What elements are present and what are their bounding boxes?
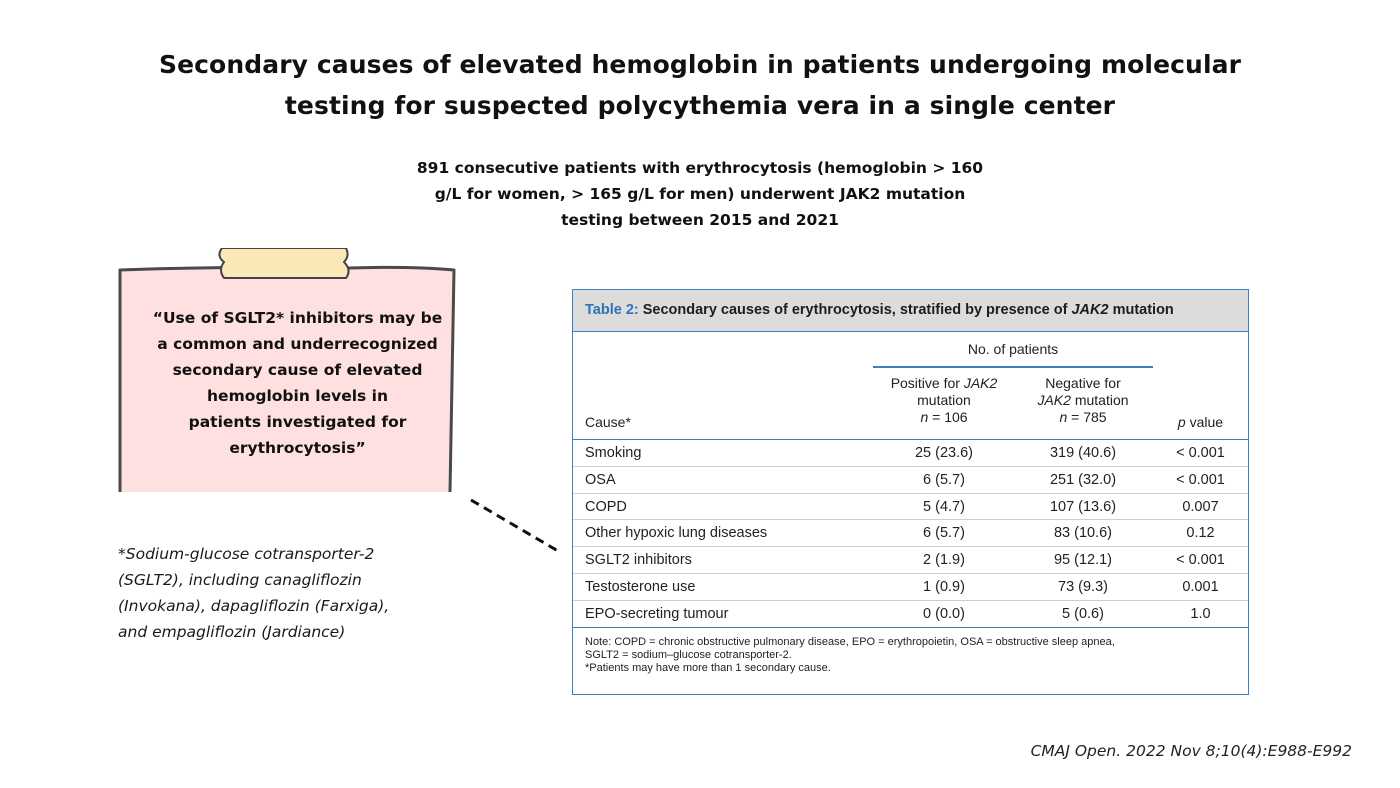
cell-p-value: < 0.001 <box>1176 471 1225 488</box>
cell-negative: 107 (13.6) <box>1049 498 1117 515</box>
table-caption-text: Secondary causes of erythrocytosis, stratified by presence of <box>642 302 1068 318</box>
table-body <box>573 440 1248 628</box>
results-table <box>572 289 1249 695</box>
col-p-label: value <box>1189 414 1224 430</box>
table-notes <box>573 628 1248 675</box>
citation: CMAJ Open. 2022 Nov 8;10(4):E988-E992 <box>1030 742 1352 760</box>
quote-line-5: patients investigated for <box>188 413 407 431</box>
table-row <box>573 574 1248 601</box>
table-row <box>573 467 1248 494</box>
cell-cause: OSA <box>585 471 616 488</box>
group-header-label: No. of patients <box>967 341 1059 357</box>
cell-negative: 95 (12.1) <box>1053 552 1113 569</box>
footnote-line-2: (SGLT2), including canagliflozin <box>118 571 362 589</box>
cell-positive: 6 (5.7) <box>923 471 965 488</box>
col-negative-gene: JAK2 <box>1037 392 1071 408</box>
cell-cause: SGLT2 inhibitors <box>585 552 692 569</box>
cell-cause: Other hypoxic lung diseases <box>585 525 768 542</box>
cell-positive: 1 (0.9) <box>923 578 965 595</box>
cell-negative: 251 (32.0) <box>1049 471 1117 488</box>
cell-positive: 25 (23.6) <box>914 445 974 461</box>
table-row <box>573 494 1248 521</box>
table-row <box>573 601 1248 628</box>
subtitle-line-2: g/L for women, > 165 g/L for men) underwent JAK2 mutation <box>434 185 966 203</box>
cell-p-value: 0.007 <box>1182 498 1219 515</box>
table-caption-tail: mutation <box>1112 302 1174 318</box>
col-positive-n-label: n <box>920 409 929 425</box>
table-row <box>573 440 1248 467</box>
cell-negative: 5 (0.6) <box>1062 605 1104 622</box>
table-row <box>573 547 1248 574</box>
col-positive-n-value: = 106 <box>932 409 968 425</box>
quote-line-1: “Use of SGLT2* inhibitors may be <box>152 309 443 327</box>
footnote-line-4: and empagliflozin (Jardiance) <box>118 623 346 641</box>
col-positive-line2: mutation <box>917 392 971 408</box>
cell-p-value: < 0.001 <box>1176 552 1225 569</box>
sglt2-footnote <box>118 541 438 645</box>
table-caption <box>573 290 1248 332</box>
table-caption-lead: Table 2: <box>585 302 639 318</box>
footnote-line-1: *Sodium-glucose cotransporter-2 <box>118 545 375 563</box>
subtitle-line-3: testing between 2015 and 2021 <box>561 211 839 229</box>
cell-cause: COPD <box>585 498 627 515</box>
cell-p-value: 1.0 <box>1190 605 1211 622</box>
quote-line-6: erythrocytosis” <box>229 439 366 457</box>
col-negative-line1: Negative for <box>1045 375 1121 391</box>
cell-negative: 83 (10.6) <box>1053 525 1113 542</box>
table-row <box>573 520 1248 547</box>
table-note-line-2: SGLT2 = sodium–glucose cotransporter-2. <box>585 648 792 661</box>
column-header-cause: Cause* <box>585 414 631 430</box>
group-header-rule <box>873 366 1153 368</box>
table-caption-gene: JAK2 <box>1071 302 1109 318</box>
subtitle-line-1: 891 consecutive patients with erythrocytosis (hemoglobin > 160 <box>416 159 984 177</box>
cell-negative: 73 (9.3) <box>1058 578 1108 595</box>
table-header <box>573 332 1248 440</box>
cell-p-value: 0.001 <box>1182 578 1219 595</box>
cell-cause: Testosterone use <box>585 578 696 595</box>
slide-title-line-2: testing for suspected polycythemia vera in a single center <box>284 91 1116 120</box>
column-header-negative <box>1013 375 1153 426</box>
cell-p-value: < 0.001 <box>1176 445 1225 461</box>
col-positive-gene: JAK2 <box>963 375 998 391</box>
cell-positive: 2 (1.9) <box>923 552 965 569</box>
cell-cause: EPO-secreting tumour <box>585 605 729 622</box>
slide-title-line-1: Secondary causes of elevated hemoglobin in patients undergoing molecular <box>158 50 1242 79</box>
cell-negative: 319 (40.6) <box>1049 445 1117 461</box>
col-positive-line1a: Positive for <box>890 375 960 391</box>
col-p-italic: p <box>1177 414 1186 430</box>
col-negative-line2b: mutation <box>1074 392 1129 408</box>
col-negative-n-label: n <box>1059 409 1068 425</box>
quote-line-4: hemoglobin levels in <box>207 387 388 405</box>
column-header-positive <box>876 375 1012 426</box>
cell-positive: 5 (4.7) <box>923 498 965 515</box>
quote-line-2: a common and underrecognized <box>157 335 438 353</box>
col-negative-n-value: = 785 <box>1071 409 1107 425</box>
quote-line-3: secondary cause of elevated <box>172 361 423 379</box>
footnote-line-3: (Invokana), dapagliflozin (Farxiga), <box>118 597 390 615</box>
table-note-line-3: *Patients may have more than 1 secondary cause. <box>585 661 831 674</box>
cell-p-value: 0.12 <box>1186 525 1215 542</box>
cell-positive: 0 (0.0) <box>923 605 965 622</box>
cell-cause: Smoking <box>585 445 642 461</box>
column-header-p-value <box>1153 414 1248 430</box>
cell-positive: 6 (5.7) <box>923 525 965 542</box>
table-note-line-1: Note: COPD = chronic obstructive pulmonary disease, EPO = erythropoietin, OSA = obstructive sleep apnea, <box>585 635 1115 648</box>
